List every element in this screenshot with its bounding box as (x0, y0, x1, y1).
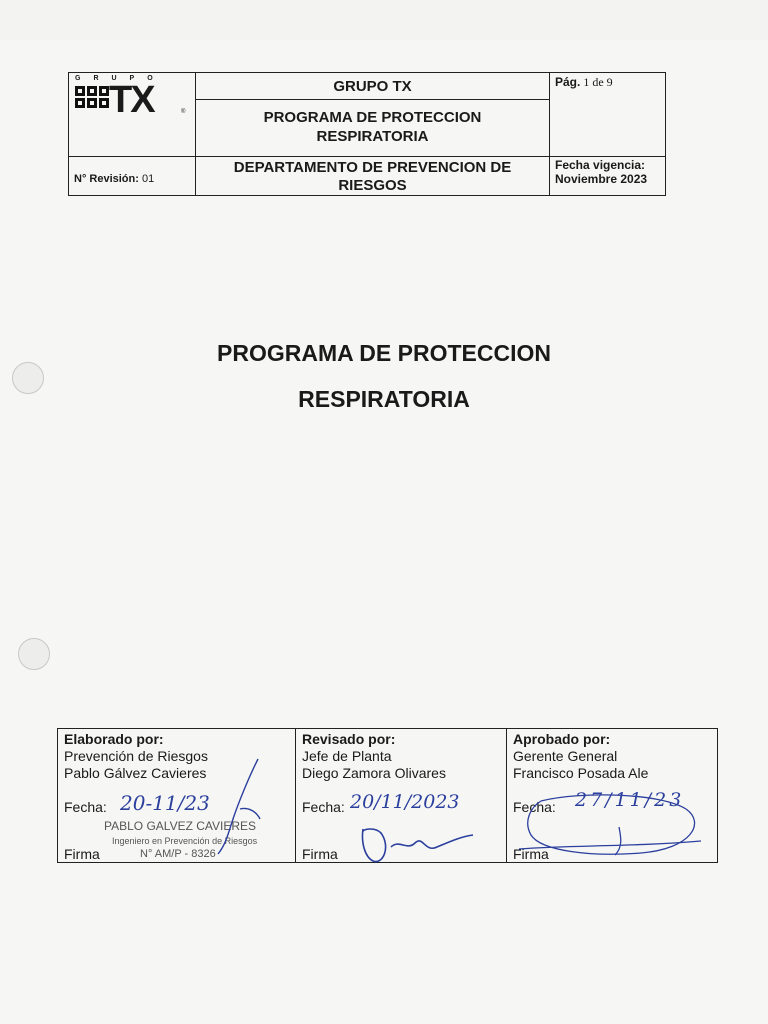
approvals-table (57, 728, 718, 863)
page-value: 1 de 9 (583, 75, 613, 89)
reviewed-date-handwritten: 20/11/2023 (350, 791, 460, 813)
header-program-line1: PROGRAMA DE PROTECCION (263, 109, 482, 126)
approved-heading: Aprobado por: (513, 731, 611, 747)
prepared-date-label: Fecha: (64, 799, 107, 815)
reviewed-name: Diego Zamora Olivares (302, 765, 446, 781)
approval-reviewed (296, 729, 506, 862)
approved-sign-label: Firma (513, 846, 549, 862)
stamp-title: Ingeniero en Prevención de Riesgos (112, 836, 258, 846)
punch-hole-bottom (18, 638, 50, 670)
prepared-sign-label: Firma (64, 846, 100, 862)
approved-date-handwritten: 27/11/23 (575, 789, 685, 811)
page-label: Pág. (555, 75, 581, 89)
logo-tx-text: TX (109, 79, 154, 121)
document-title-line2: RESPIRATORIA (298, 386, 470, 412)
stamp-number: N° AM/P - 8326 (140, 848, 216, 860)
stamp-name: PABLO GALVEZ CAVIERES (104, 819, 257, 833)
prepared-signature (188, 749, 278, 859)
reviewed-heading: Revisado por: (302, 731, 396, 747)
prepared-department: Prevención de Riesgos (64, 748, 208, 764)
reviewed-sign-label: Firma (302, 846, 338, 862)
prepared-heading: Elaborado por: (64, 731, 164, 747)
company-logo (75, 75, 185, 125)
header-company: GRUPO TX (333, 78, 412, 95)
header-page-number (555, 75, 613, 90)
header-department-line1: DEPARTAMENTO DE PREVENCION DE (233, 159, 512, 176)
reviewed-position: Jefe de Planta (302, 748, 392, 764)
header-program-line2: RESPIRATORIA (316, 128, 429, 145)
prepared-date-handwritten: 20-11/23 (120, 791, 210, 815)
validity-value: Noviembre 2023 (555, 172, 648, 186)
logo-registered-mark: ® (181, 109, 186, 115)
revision-label: N° Revisión: (74, 173, 139, 185)
reviewed-date-label: Fecha: (302, 799, 345, 815)
approval-prepared (58, 729, 295, 862)
approval-approved (507, 729, 717, 862)
approved-date-label: Fecha: (513, 799, 556, 815)
document-title-line1: PROGRAMA DE PROTECCION (217, 340, 551, 366)
revision-value: 01 (141, 173, 155, 185)
approved-name: Francisco Posada Ale (513, 765, 649, 781)
validity-label: Fecha vigencia: (555, 158, 646, 172)
logo-grid-icon (75, 86, 105, 116)
approved-position: Gerente General (513, 748, 618, 764)
prepared-name: Pablo Gálvez Cavieres (64, 765, 207, 781)
header-revision (74, 173, 154, 185)
document-header-table (68, 72, 666, 196)
logo-grupo-text: GRUPO (75, 75, 166, 82)
reviewed-signature (351, 821, 481, 866)
header-department-line2: RIESGOS (338, 177, 407, 194)
approved-signature (511, 791, 711, 861)
